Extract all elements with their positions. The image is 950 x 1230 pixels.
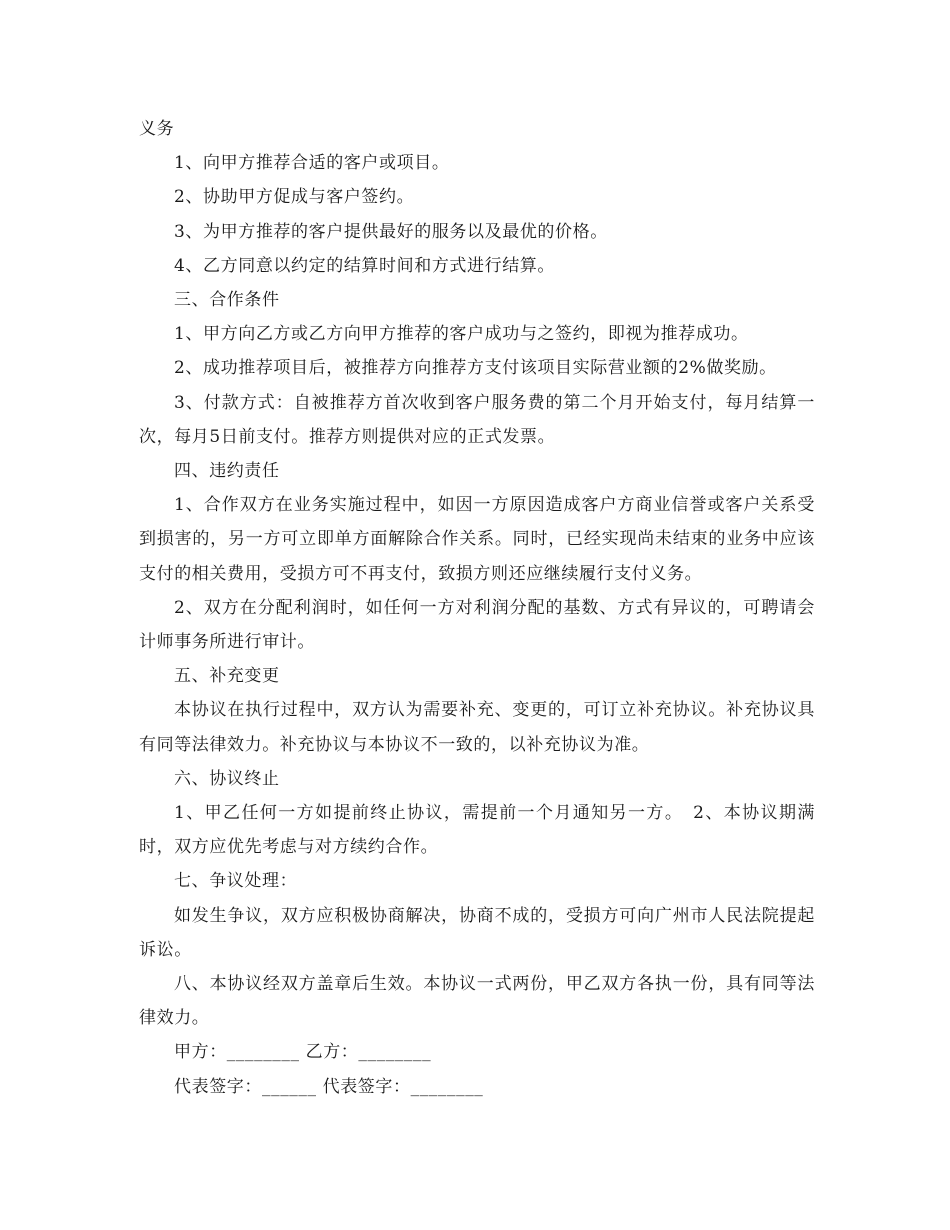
paragraph-breach-1: 1、合作双方在业务实施过程中，如因一方原因造成客户方商业信誉或客户关系受到损害的，另一方可立即单方面解除合作关系。同时，已经实现尚未结束的业务中应该支付的相关费用，受损方可不再支付，致损方则还应继续履行支付义务。 bbox=[139, 495, 815, 584]
paragraph-disputes: 如发生争议，双方应积极协商解决，协商不成的，受损方可向广州市人民法院提起诉讼。 bbox=[139, 905, 815, 960]
section-heading-cooperation-terms: 三、合作条件 bbox=[174, 290, 280, 311]
section-heading-amendments: 五、补充变更 bbox=[174, 666, 280, 687]
paragraph-terms-2: 2、成功推荐项目后，被推荐方向推荐方支付该项目实际营业额的2%做奖励。 bbox=[174, 358, 777, 379]
signature-line-representatives: 代表签字：______ 代表签字：________ bbox=[174, 1076, 484, 1097]
paragraph-obligations-heading: 义务 bbox=[139, 119, 175, 139]
paragraph-termination: 1、甲乙任何一方如提前终止协议，需提前一个月通知另一方。 2、本协议期满时，双方应优先考虑与对方续约合作。 bbox=[139, 803, 815, 858]
paragraph-obligation-3: 3、为甲方推荐的客户提供最好的服务以及最优的价格。 bbox=[174, 221, 608, 242]
paragraph-obligation-1: 1、向甲方推荐合适的客户或项目。 bbox=[174, 153, 450, 174]
paragraph-obligation-2: 2、协助甲方促成与客户签约。 bbox=[174, 187, 415, 208]
paragraph-terms-1: 1、甲方向乙方或乙方向甲方推荐的客户成功与之签约，即视为推荐成功。 bbox=[174, 324, 749, 345]
signature-line-parties: 甲方：________ 乙方：________ bbox=[174, 1042, 432, 1063]
paragraph-breach-2: 2、双方在分配利润时，如任何一方对利润分配的基数、方式有异议的，可聘请会计师事务所进行审计。 bbox=[139, 597, 815, 653]
paragraph-effectiveness: 八、本协议经双方盖章后生效。本协议一式两份，甲乙双方各执一份，具有同等法律效力。 bbox=[139, 974, 815, 1029]
section-heading-termination: 六、协议终止 bbox=[174, 768, 280, 789]
paragraph-obligation-4: 4、乙方同意以约定的结算时间和方式进行结算。 bbox=[174, 255, 556, 276]
section-heading-breach-liability: 四、违约责任 bbox=[174, 461, 280, 482]
document-body bbox=[139, 112, 815, 1104]
paragraph-amendments: 本协议在执行过程中，双方认为需要补充、变更的，可订立补充协议。补充协议具有同等法律效力。补充协议与本协议不一致的，以补充协议为准。 bbox=[139, 700, 815, 755]
section-heading-disputes: 七、争议处理： bbox=[174, 871, 298, 892]
paragraph-terms-3: 3、付款方式：自被推荐方首次收到客户服务费的第二个月开始支付，每月结算一次，每月5日前支付。推荐方则提供对应的正式发票。 bbox=[139, 392, 815, 447]
